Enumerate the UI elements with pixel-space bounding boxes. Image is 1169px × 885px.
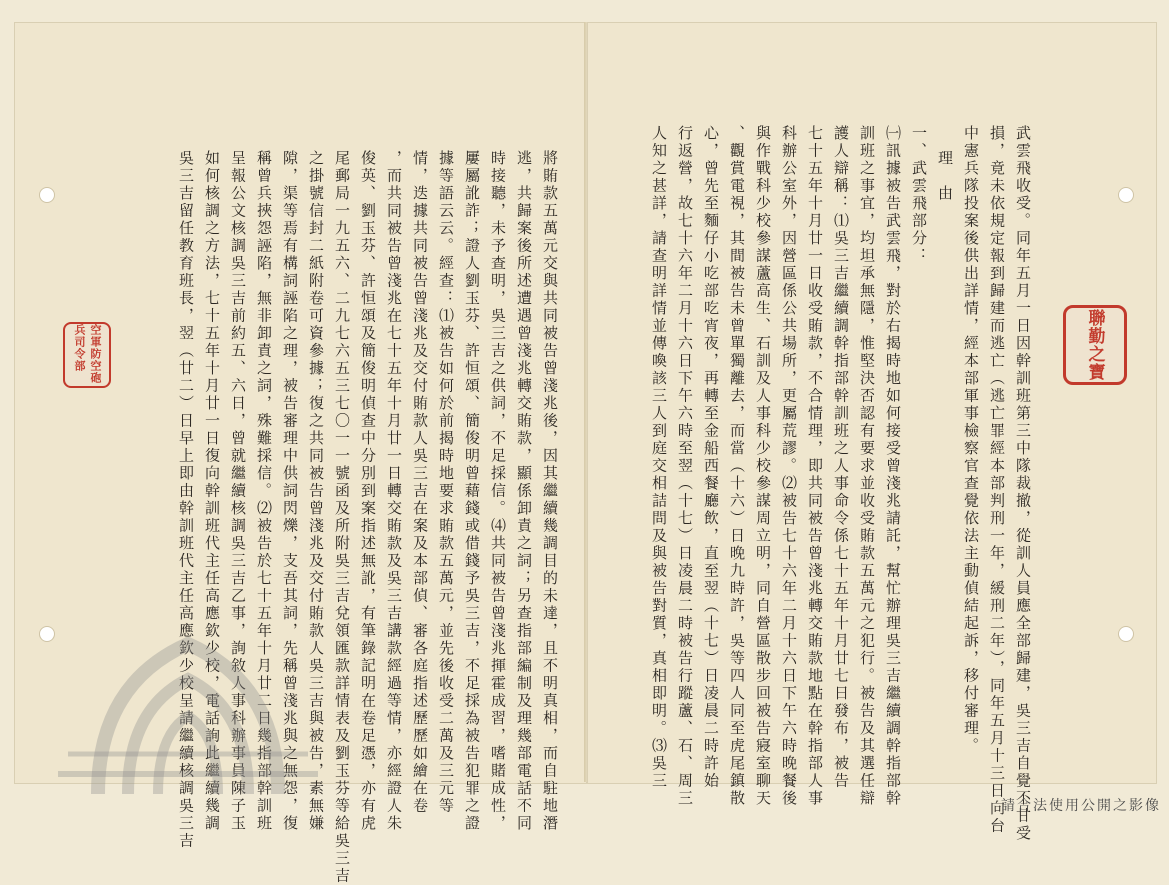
text-column: ，而共同被告曾淺兆在七十五年十月廿一日轉交賄款及吳三吉講款經過等情，亦經證人朱 [385,150,403,833]
text-column: 科辦公室外，因營區係公共場所，更屬荒謬。⑵被告七十六年二月十六日下午六時晚餐後 [780,125,798,808]
text-column: 損，竟未依規定報到歸建而逃亡（逃亡罪經本部判刑一年，緩刑二年），同年五月十三日向台 [988,125,1006,835]
section-heading: 理 由 [936,150,954,203]
text-column: 人知之甚詳，請查明詳情並傳喚該三人到庭交相詰問及與被告對質，真相即明。⑶吳三 [650,125,668,790]
text-column: 時接聽，未予查明，吳三吉之供詞，不足採信。⑷共同被告曾淺兆揮霍成習，嗜賭成性， [489,150,507,833]
text-column: ㈠訊據被告武雲飛，對於右揭時地如何接受曾淺兆請託，幫忙辦理吳三吉繼續調幹指部幹 [884,125,902,808]
text-column: 俊英、劉玉芬、許恒頌及簡俊明偵查中分別到案指述無訛，有筆錄記明在卷足憑，亦有虎 [359,150,377,833]
binder-hole [39,626,55,642]
text-column: 七十五年十月廿一日收受賄款，不合情理，即共同被告曾淺兆轉交賄款地點在幹指部人事 [806,125,824,808]
text-column: 中憲兵隊投案後供出詳情，經本部軍事檢察官查覺依法主動偵結起訴，移付審理。 [962,125,980,755]
section-heading: 一、武雲飛部分： [910,125,928,265]
text-column: 訓班之事宜，均坦承無隱，惟堅決否認有要求並收受賄款五萬元之犯行。被告及其選任辯 [858,125,876,808]
binder-hole [39,187,55,203]
text-column: 呈報公文核調吳三吉前約五、六日，曾就繼續核調吳三吉乙事，詢敘人事科辦事員陳子玉 [229,150,247,833]
text-column: 、觀賞電視，其間被告未曾單獨離去，而當（十六）日晚九時許，吳等四人同至虎尾鎮散 [728,125,746,808]
text-column: 將賄款五萬元交與共同被告曾淺兆後，因其繼續幾調目的未達，且不明真相，而自駐地潛 [541,150,559,833]
usage-notice: 請合法使用公開之影像 [1001,798,1161,814]
text-column: 護人辯稱：⑴吳三吉繼續調幹指部幹訓班之人事命令係七十五年十月廿七日發布，被告 [832,125,850,790]
text-column: 與作戰科少校參謀蘆高生、石訓及人事科少校參謀周立明，同自營區散步回被告寢室聊天 [754,125,772,808]
text-column: 據等語云云。經查：⑴被告如何於前揭時地要求賄款五萬元，並先後收受二萬及三元等 [437,150,455,815]
binder-hole [1118,626,1134,642]
text-column: 隙，渠等焉有構詞誣陷之理，被告審理中供詞閃爍，支吾其詞，先稱曾淺兆與之無怨，復 [281,150,299,833]
text-column: 如何核調之方法，七十五年十月廿一日復向幹訓班代主任高應欽少校，電話詢此繼續幾調 [203,150,221,833]
text-column: 行返營，故七十六年二月十六日下午六時至翌（十七）日凌晨二時被告行蹤蘆、石、周三 [676,125,694,808]
text-column: 武雲飛收受。同年五月一日因幹訓班第三中隊裁撤，從訓人員應全部歸建，吳三吉自覺不甘受 [1014,125,1032,843]
text-column: 逃，共歸案後所述遭遇曾淺兆轉交賄款，顯係卸責之詞；另查指部編制及理幾部電話不同 [515,150,533,833]
text-column: 之掛號信封二紙附卷可資參據；復之共同被告曾淺兆及交付賄款人吳三吉與被告，素無嫌 [307,150,325,833]
text-column: 屢屬訛詐；證人劉玉芬、許恒頌、簡俊明曾藉錢或借錢予吳三吉，不足採為被告犯罪之證 [463,150,481,833]
binder-hole [1118,187,1134,203]
text-column: 尾郵局一九五六、二九七六五三七〇一一號函及所附吳三吉兌領匯款詳情表及劉玉芬等給吳三吉 [333,150,351,885]
official-seal-right: 聯勤之寶 [1063,305,1127,385]
text-column: 心，曾先至麵仔小吃部吃宵夜，再轉至金船西餐廳飲，直至翌（十七）日凌晨二時許始 [702,125,720,790]
text-column: 吳三吉留任教育班長，翌（廿二）日早上即由幹訓班代主任高應欽少校呈請繼續核調吳三吉 [177,150,195,850]
official-seal-left: 空軍防空砲兵司令部 [63,322,111,388]
text-column: 稱曾兵挾怨誣陷，無非卸責之詞，殊難採信。⑵被告於七十五年十月廿二日幾指部幹訓班 [255,150,273,833]
text-column: 情，迭據共同被告曾淺兆及交付賄款人吳三吉在案及本部偵、審各庭指述歷歷如繪在卷 [411,150,429,815]
